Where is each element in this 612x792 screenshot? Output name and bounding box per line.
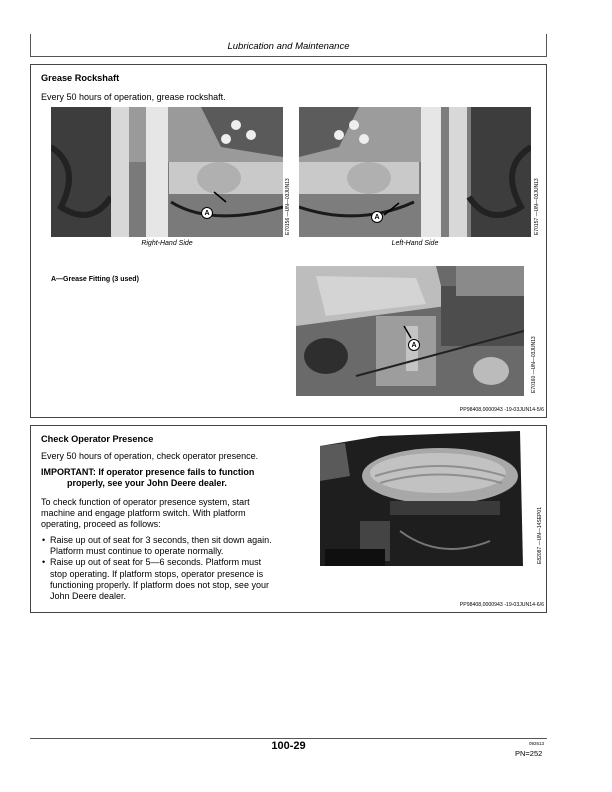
paragraph-line: To check function of operator presence system, start <box>41 497 250 507</box>
callout-a: A <box>201 207 213 219</box>
section-heading: Grease Rockshaft <box>41 73 120 83</box>
rockshaft-image <box>51 107 283 237</box>
figure-code: E82087 —UN—14SEP01 <box>537 507 543 564</box>
callout-a: A <box>408 339 420 351</box>
header-rule-bottom <box>30 56 547 57</box>
figure-code: E70160 —UN—03JUN13 <box>531 336 537 393</box>
list-item: • Raise up out of seat for 5—6 seconds. Platform must stop operating. If platform stops, operator presence is functioning properly. If platform does not stop, see your John Deere dealer. <box>50 557 272 602</box>
footer-small-code: 092613 <box>529 741 545 746</box>
instruction-paragraph <box>41 497 250 531</box>
section-intro: Every 50 hours of operation, check operator presence. <box>41 451 259 461</box>
section-heading: Check Operator Presence <box>41 434 154 444</box>
rockshaft-image <box>299 107 531 237</box>
figure-caption: Left-Hand Side <box>391 240 439 247</box>
figure-code: E70156 —UN—03JUN13 <box>285 178 291 235</box>
footer-rule <box>30 738 547 739</box>
paragraph-line: operating, proceed as follows: <box>41 519 161 530</box>
list-item: • Raise up out of seat for 3 seconds, then sit down again. Platform must continue to operate normally. <box>50 535 272 557</box>
callout-a: A <box>371 211 383 223</box>
seat-image <box>320 431 523 566</box>
important-note-line: properly, see your John Deere dealer. <box>67 478 227 488</box>
header-title: Lubrication and Maintenance <box>227 41 350 52</box>
right-hand-side-photo <box>51 107 283 237</box>
reference-code: PP98408,0000943 -19-03JUN14-5/6 <box>459 407 544 413</box>
figure-caption: Right-Hand Side <box>141 240 193 247</box>
reference-code: PP98408,0000943 -19-03JUN14-6/6 <box>459 602 544 608</box>
grease-rockshaft-section <box>30 64 547 418</box>
important-note-line: IMPORTANT: If operator presence fails to function <box>41 467 255 477</box>
paragraph-line: machine and engage platform switch. With platform <box>41 508 246 519</box>
instruction-list <box>41 535 272 602</box>
figure-legend: A—Grease Fitting (3 used) <box>51 276 139 283</box>
rockshaft-image <box>296 266 524 396</box>
left-hand-side-photo <box>299 107 531 237</box>
grease-fitting-photo <box>296 266 524 396</box>
figure-code: E70157 —UN—03JUN13 <box>534 178 540 235</box>
section-intro: Every 50 hours of operation, grease rockshaft. <box>41 92 226 102</box>
check-operator-presence-section <box>30 425 547 613</box>
operator-seat-photo <box>320 431 523 566</box>
page-number: 100-29 <box>271 740 306 752</box>
pn-number: PN=252 <box>515 749 543 758</box>
